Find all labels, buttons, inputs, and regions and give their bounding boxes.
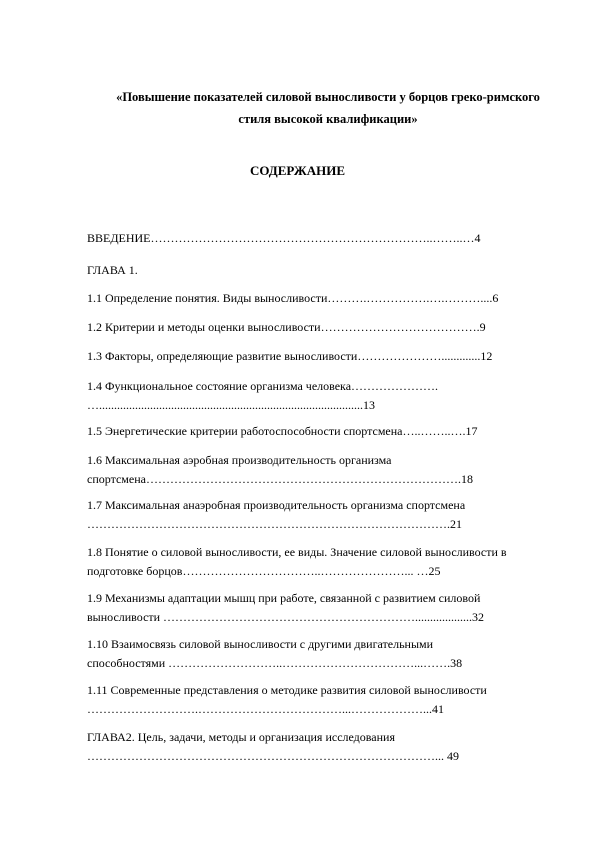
toc-entry-introduction: ВВЕДЕНИЕ……………………………………………………………..……..…4 — [87, 231, 481, 245]
toc-entry-1-2: 1.2 Критерии и методы оценки выносливости………………………………….9 — [87, 320, 486, 334]
toc-entry-1-11: 1.11 Современные представления о методике развития силовой выносливости ……………………….………………………………...………………...41 — [87, 683, 487, 716]
toc-entry-1-7: 1.7 Максимальная анаэробная производительность организма спортсмена ……………………………………………………………………………….21 — [87, 498, 466, 531]
toc-entry-1-1: 1.1 Определение понятия. Виды выносливости……….…………….….………....6 — [87, 291, 499, 305]
toc-heading: СОДЕРЖАНИЕ — [249, 163, 346, 178]
toc-entry-chapter-1: ГЛАВА 1. — [87, 263, 138, 277]
toc-entry-1-5: 1.5 Энергетические критерии работоспособности спортсмена…..……..….17 — [87, 424, 478, 438]
toc-entry-1-8: 1.8 Понятие о силовой выносливости, ее виды. Значение силовой выносливости в подготовке борцов……………………………..…………………... …25 — [87, 545, 507, 578]
toc-entry-1-6: 1.6 Максимальная аэробная производительность организма спортсмена…………………………………………………………………….18 — [87, 453, 473, 486]
toc-entry-1-4: 1.4 Функциональное состояние организма человека…………………. …........................................................................................13 — [87, 379, 439, 412]
toc-entry-1-10: 1.10 Взаимосвязь силовой выносливости с другими двигательными способностями ………………………..……………………………...…….38 — [87, 637, 463, 670]
document-title: «Повышение показателей силовой выносливости у борцов греко-римского стиля высокой квалификации» — [116, 90, 540, 126]
toc-entry-chapter-2: ГЛАВА2. Цель, задачи, методы и организация исследования ……………………………………………………………………………... 49 — [87, 730, 459, 763]
toc-entry-1-3: 1.3 Факторы, определяющие развитие выносливости………………….............12 — [87, 349, 493, 363]
toc-entry-1-9: 1.9 Механизмы адаптации мышц при работе, связанной с развитием силовой выносливости ………………………………………………………...................32 — [87, 591, 485, 624]
